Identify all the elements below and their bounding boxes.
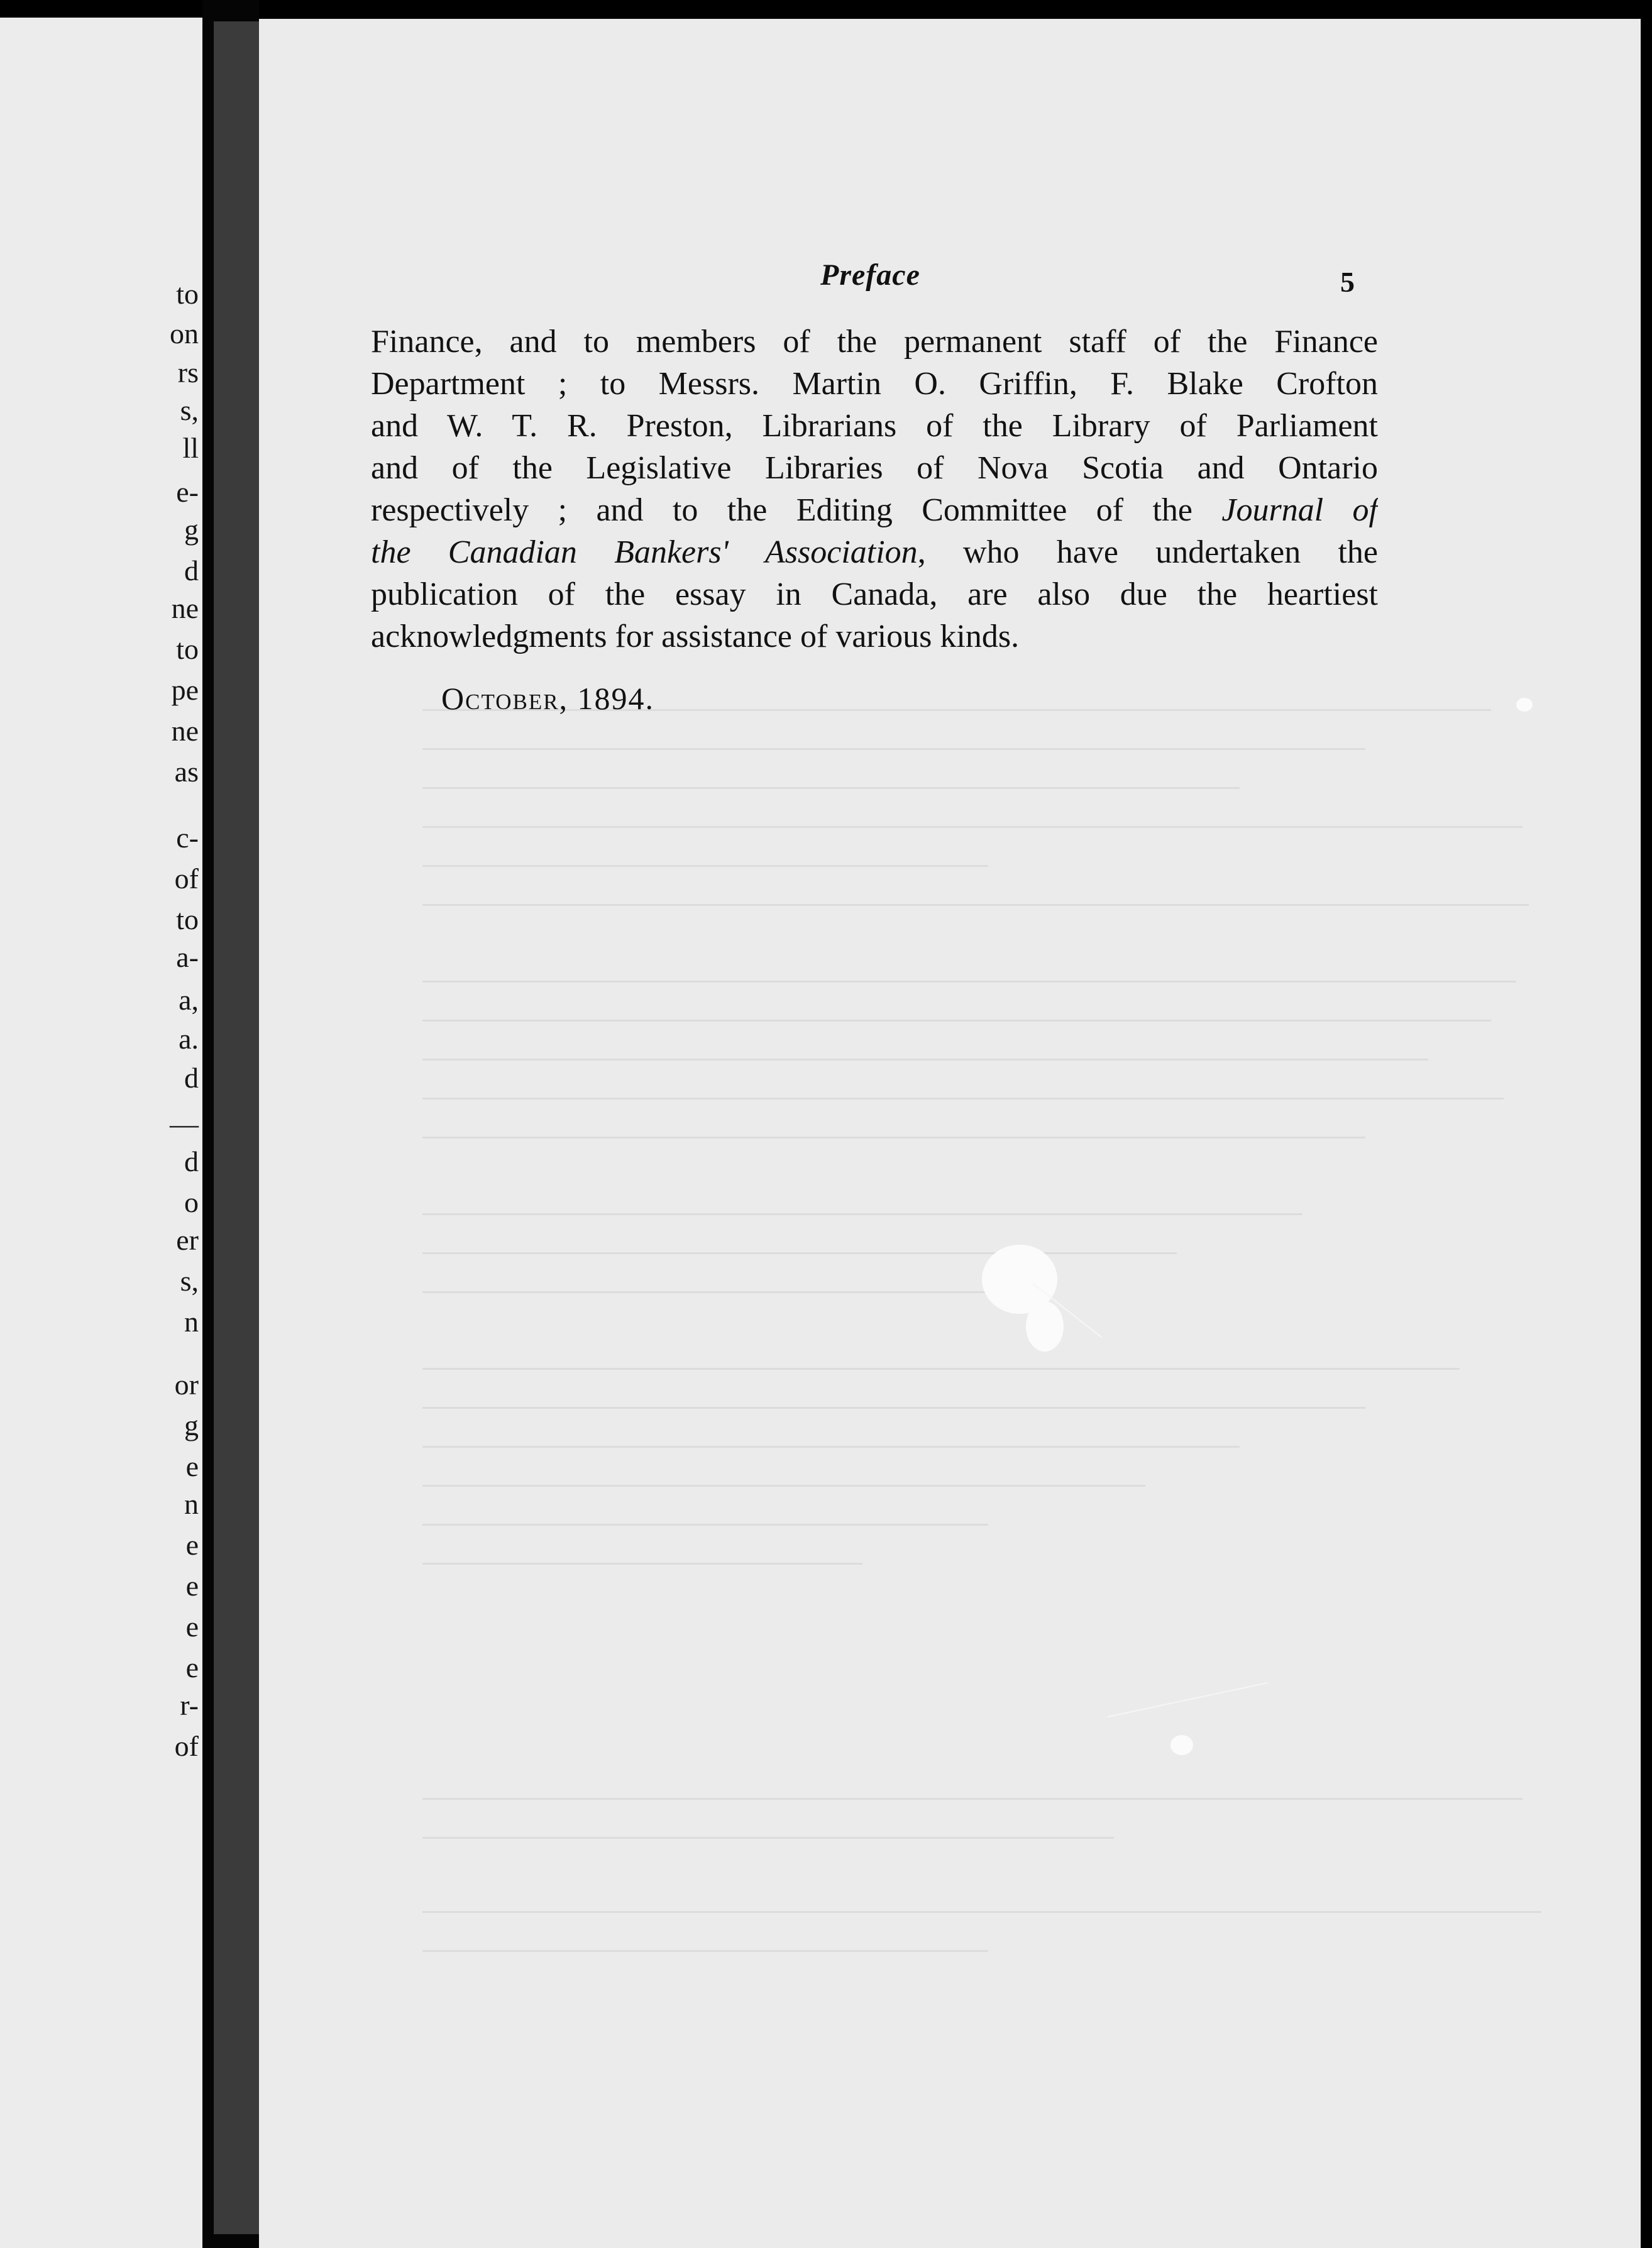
bleed-through-line	[422, 1137, 1365, 1138]
running-head	[259, 258, 1202, 302]
line-text: Finance, and to members of the permanent staff of the Finance	[371, 324, 1378, 360]
facing-page-fragment-text: n	[184, 1488, 199, 1520]
facing-page-fragment-text: g	[184, 514, 199, 546]
line-text: and W. T. R. Preston, Librarians of the Library of Parliament	[371, 408, 1378, 444]
facing-page-fragment-text: to	[176, 633, 199, 665]
binding-shadow	[214, 21, 259, 2234]
bleed-through-line	[422, 826, 1523, 828]
line-text: publication of the essay in Canada, are also due the heartiest	[371, 576, 1378, 612]
facing-page-fragment-text: a.	[179, 1023, 199, 1055]
line-text: acknowledgments for assistance of various kinds.	[371, 619, 1020, 654]
text-line	[371, 321, 1378, 363]
dateline-month: October	[441, 681, 559, 716]
bleed-through-line	[422, 1485, 1145, 1487]
facing-page-fragment-text: g	[184, 1409, 199, 1441]
paper-blemish	[1516, 698, 1533, 712]
bleed-through-line	[422, 1407, 1365, 1409]
facing-page-fragment-text: to	[176, 903, 199, 935]
facing-page-fragment-text: d	[184, 1062, 199, 1094]
dateline-year: , 1894.	[559, 681, 655, 716]
bleed-through-line	[422, 1252, 1177, 1254]
bleed-through-line	[422, 1524, 988, 1526]
bleed-through-line	[422, 1446, 1240, 1448]
line-text: and of the Legislative Libraries of Nova Scotia and Ontario	[371, 450, 1378, 486]
facing-page-fragment-text: r-	[180, 1689, 199, 1721]
facing-page-fragment-text: as	[174, 756, 199, 788]
facing-page-fragment-text: of	[174, 862, 199, 895]
text-line	[371, 405, 1378, 447]
italic-title: Journal of	[1221, 492, 1378, 528]
facing-page-fragment-text: e-	[176, 476, 199, 508]
facing-page-fragment-text: a,	[179, 984, 199, 1016]
bleed-through-line	[422, 865, 988, 867]
paper-scratch	[1108, 1682, 1268, 1717]
book-page	[259, 19, 1641, 2248]
facing-page-fragment-text: ne	[171, 592, 199, 624]
bleed-through-line	[422, 1837, 1114, 1839]
facing-page-fragment-text: to	[176, 278, 199, 310]
text-line	[371, 615, 1378, 658]
scan-edge	[1641, 0, 1652, 2248]
bleed-through-line	[422, 1950, 988, 1952]
bleed-through-line	[422, 1911, 1541, 1913]
facing-page-fragment-text: ll	[182, 432, 199, 464]
facing-page-fragment-text: ne	[171, 715, 199, 747]
page-number: 5	[1340, 266, 1355, 298]
facing-page-fragment-text: e	[185, 1651, 199, 1683]
bleed-through-line	[422, 1098, 1504, 1099]
facing-page-fragment-text: on	[170, 317, 199, 350]
facing-page-fragment-text: e	[185, 1570, 199, 1602]
facing-page-line-ends	[0, 18, 202, 2248]
bleed-through-line	[422, 1020, 1491, 1022]
line-text: Department ; to Messrs. Martin O. Griffin, F. Blake Crofton	[371, 366, 1378, 402]
text-line	[371, 447, 1378, 489]
text-line	[371, 573, 1378, 615]
bleed-through-line	[422, 981, 1516, 983]
facing-page-fragment-text: rs	[177, 356, 199, 388]
facing-page-fragment-text: e	[185, 1450, 199, 1482]
line-text: respectively ; and to the Editing Committee of the	[371, 492, 1222, 528]
dateline	[441, 680, 654, 717]
bleed-through-line	[422, 1059, 1428, 1061]
line-text: , who have undertaken the	[917, 534, 1378, 570]
italic-title: the Canadian Bankers' Association	[371, 534, 918, 570]
paper-blemish	[1026, 1301, 1064, 1352]
facing-page-fragment-text: c-	[176, 822, 199, 854]
facing-page-fragment-text: —	[170, 1108, 199, 1140]
facing-page-fragment-text: pe	[171, 674, 199, 706]
facing-page-fragment-text: e	[185, 1611, 199, 1643]
bleed-through-line	[422, 1563, 862, 1565]
text-line	[371, 363, 1378, 405]
bleed-through-line	[422, 787, 1240, 789]
facing-page-fragment-text: n	[184, 1306, 199, 1338]
running-head-title: Preface	[820, 258, 920, 292]
paper-blemish	[1170, 1735, 1193, 1755]
facing-page-fragment-text: s,	[180, 394, 199, 426]
facing-page-fragment-text: d	[184, 1145, 199, 1177]
bleed-through-line	[422, 1291, 1051, 1293]
text-line	[371, 489, 1378, 531]
bleed-through-line	[422, 1368, 1460, 1370]
paragraph	[371, 321, 1378, 658]
facing-page-fragment-text: er	[176, 1224, 199, 1256]
facing-page-fragment-text: e	[185, 1529, 199, 1561]
bleed-through-line	[422, 904, 1529, 906]
bleed-through-line	[422, 748, 1365, 750]
bleed-through-line	[422, 1798, 1523, 1800]
facing-page-fragment-text: s,	[180, 1265, 199, 1297]
facing-page-fragment-text: o	[184, 1186, 199, 1218]
facing-page-fragment-text: or	[174, 1369, 199, 1401]
text-line	[371, 531, 1378, 573]
facing-page-fragment-text: a-	[176, 941, 199, 973]
facing-page-fragment-text: of	[174, 1730, 199, 1762]
bleed-through-line	[422, 1213, 1302, 1215]
facing-page-fragment-text: d	[184, 554, 199, 587]
facing-page-fragment	[0, 18, 202, 2248]
